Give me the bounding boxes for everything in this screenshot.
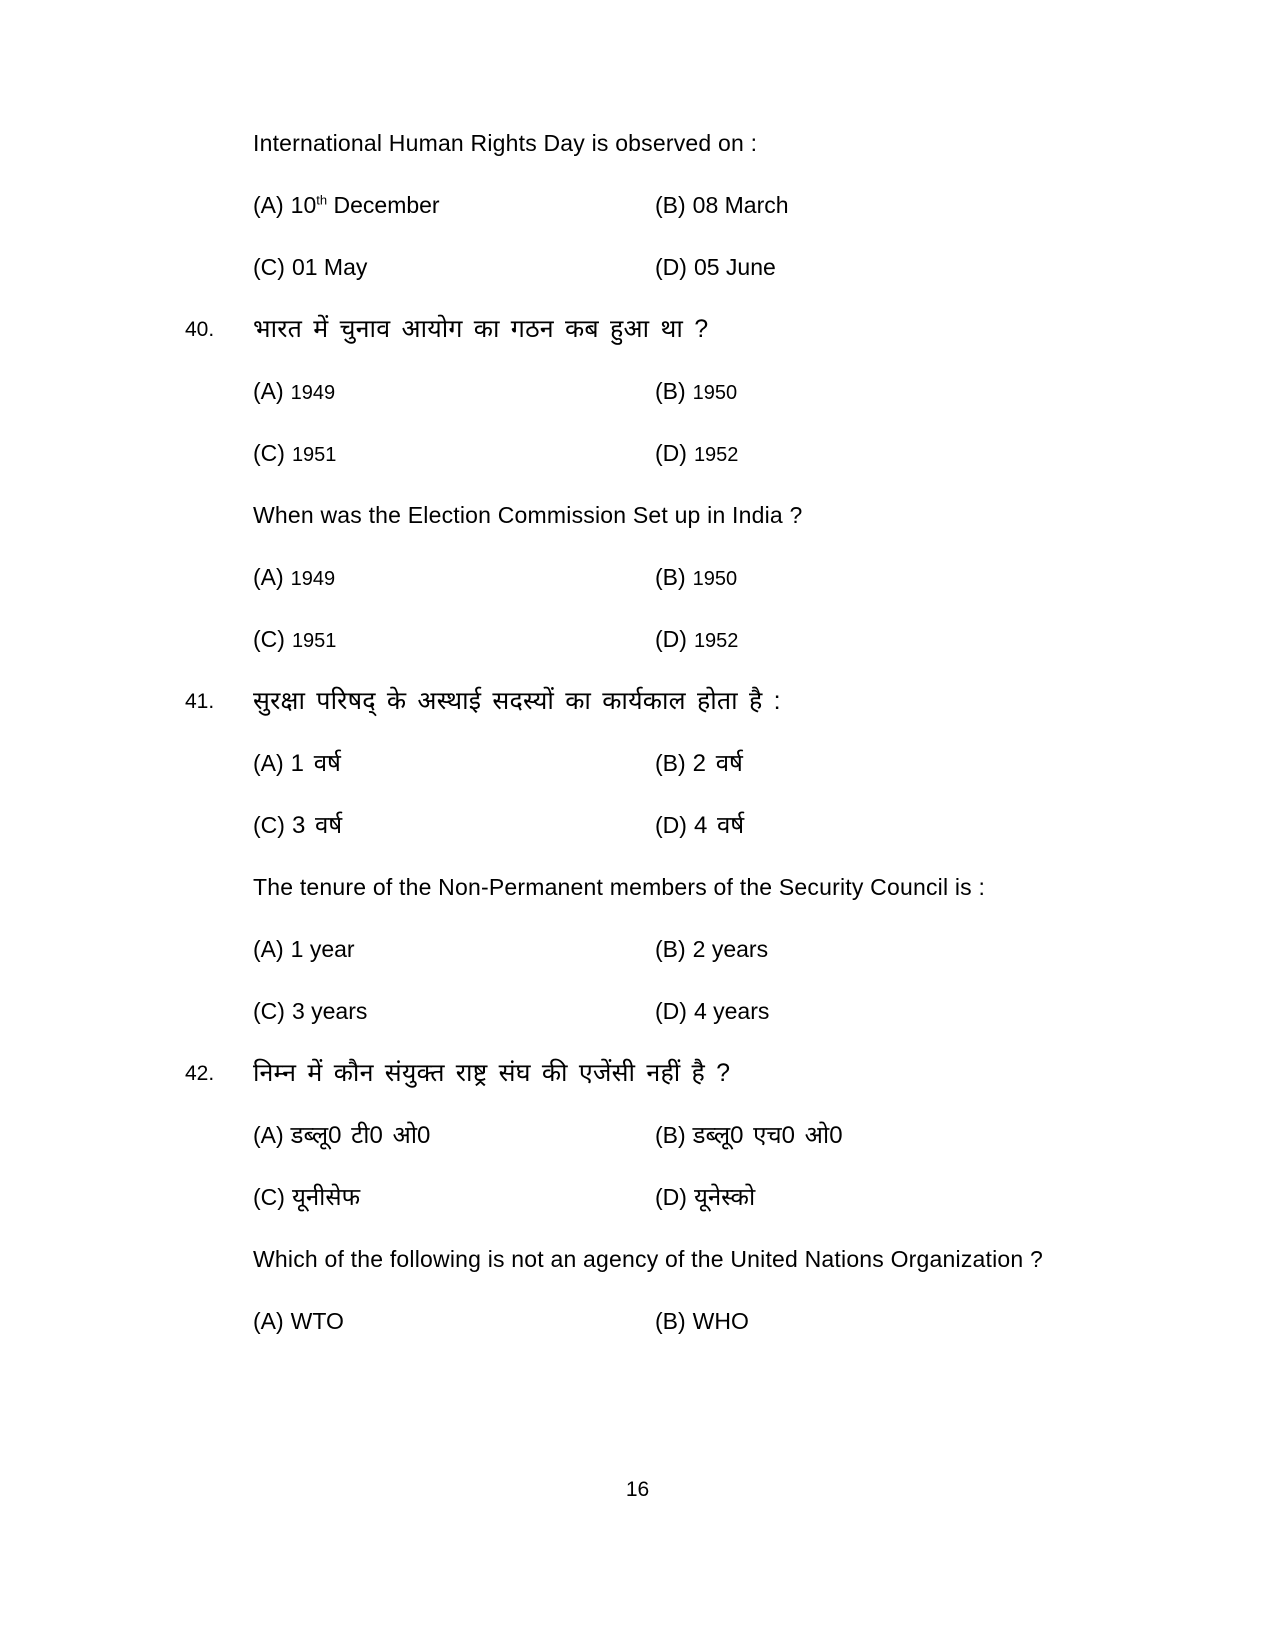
options-row <box>253 360 1090 422</box>
option-text-base: 10 <box>290 192 317 218</box>
option-c <box>253 608 655 670</box>
option-label: (C) <box>253 998 285 1024</box>
option-label: (A) <box>253 1122 284 1148</box>
option-d <box>655 422 738 484</box>
options-row <box>253 980 1090 1042</box>
options-row <box>253 422 1090 484</box>
option-text: 05 June <box>693 254 776 280</box>
option-label: (D) <box>655 998 687 1024</box>
question-text: International Human Rights Day is observed on : <box>253 130 758 156</box>
questions-area <box>185 112 1090 1352</box>
options-row <box>253 608 1090 670</box>
option-d <box>655 980 769 1042</box>
option-label: (C) <box>253 626 285 652</box>
option-label: (B) <box>655 1308 686 1334</box>
option-text: 4 years <box>693 998 770 1024</box>
option-b <box>655 546 737 608</box>
option-text: 01 May <box>291 254 368 280</box>
option-c <box>253 422 655 484</box>
options-row <box>253 794 1090 856</box>
option-text <box>291 192 440 218</box>
option-text: यूनीसेफ <box>291 1184 361 1211</box>
option-text: 1950 <box>692 382 738 404</box>
option-label: (C) <box>253 440 285 466</box>
option-text: 1 year <box>290 936 355 962</box>
question-block <box>185 298 1090 484</box>
option-text: 1949 <box>290 382 336 404</box>
option-b <box>655 918 768 980</box>
option-a <box>253 360 655 422</box>
option-text: 1952 <box>693 630 739 652</box>
option-label: (D) <box>655 254 687 280</box>
option-b <box>655 1290 749 1352</box>
option-b <box>655 732 743 794</box>
option-label: (A) <box>253 564 284 590</box>
options-row <box>253 236 1090 298</box>
option-text: 2 वर्ष <box>692 750 743 777</box>
question-block <box>253 484 1090 670</box>
page-number: 16 <box>625 1478 650 1501</box>
question-text: The tenure of the Non-Permanent members of the Security Council is : <box>253 874 986 900</box>
option-a <box>253 918 655 980</box>
option-label: (A) <box>253 192 284 218</box>
option-text: 2 years <box>692 936 769 962</box>
question-block <box>253 856 1090 1042</box>
options-row <box>253 174 1090 236</box>
option-c <box>253 794 655 856</box>
option-text: 08 March <box>692 192 789 218</box>
options-row <box>253 546 1090 608</box>
option-b <box>655 1104 843 1166</box>
option-text: 4 वर्ष <box>693 812 745 839</box>
option-a <box>253 546 655 608</box>
question-text: When was the Election Commission Set up in India ? <box>253 502 803 528</box>
option-label: (B) <box>655 1122 686 1148</box>
options-row <box>253 918 1090 980</box>
option-label: (A) <box>253 750 284 776</box>
option-a <box>253 732 655 794</box>
option-c <box>253 236 655 298</box>
option-label: (D) <box>655 812 687 838</box>
question-text: निम्न में कौन संयुक्त राष्ट्र संघ की एजेंसी नहीं है ? <box>253 1059 731 1087</box>
option-label: (A) <box>253 378 284 404</box>
options-row <box>253 1166 1090 1228</box>
question-number: 40. <box>185 318 215 341</box>
option-d <box>655 236 776 298</box>
option-label: (B) <box>655 564 686 590</box>
option-label: (A) <box>253 936 284 962</box>
option-a <box>253 174 655 236</box>
option-text: 1 वर्ष <box>290 750 341 777</box>
options-row <box>253 1290 1090 1352</box>
options-row <box>253 732 1090 794</box>
option-text: 3 वर्ष <box>291 812 343 839</box>
option-text: 1949 <box>290 568 336 590</box>
option-text: यूनेस्को <box>693 1184 756 1211</box>
option-label: (B) <box>655 750 686 776</box>
option-label: (C) <box>253 812 285 838</box>
option-label: (C) <box>253 254 285 280</box>
option-label: (D) <box>655 440 687 466</box>
option-c <box>253 980 655 1042</box>
question-number: 41. <box>185 690 215 713</box>
option-text-superscript: th <box>316 192 328 208</box>
option-d <box>655 608 738 670</box>
question-block <box>185 1042 1090 1228</box>
option-text: डब्लू0 एच0 ओ0 <box>692 1122 843 1149</box>
question-number: 42. <box>185 1062 215 1085</box>
option-d <box>655 794 744 856</box>
question-text: Which of the following is not an agency of the United Nations Organization ? <box>253 1246 1043 1272</box>
option-a <box>253 1104 655 1166</box>
option-label: (B) <box>655 378 686 404</box>
option-a <box>253 1290 655 1352</box>
question-block <box>253 112 1090 298</box>
option-c <box>253 1166 655 1228</box>
question-block <box>253 1228 1090 1352</box>
option-b <box>655 174 789 236</box>
option-text: डब्लू0 टी0 ओ0 <box>290 1122 431 1149</box>
option-b <box>655 360 737 422</box>
option-text: 1951 <box>291 444 337 466</box>
option-label: (D) <box>655 1184 687 1210</box>
question-block <box>185 670 1090 856</box>
option-text: 1951 <box>291 630 337 652</box>
option-d <box>655 1166 755 1228</box>
option-label: (B) <box>655 192 686 218</box>
question-text: भारत में चुनाव आयोग का गठन कब हुआ था ? <box>253 315 709 343</box>
option-text: 1952 <box>693 444 739 466</box>
option-label: (D) <box>655 626 687 652</box>
option-text-rest: December <box>327 192 440 218</box>
option-text: WHO <box>692 1308 749 1334</box>
options-row <box>253 1104 1090 1166</box>
question-text: सुरक्षा परिषद् के अस्थाई सदस्यों का कार्यकाल होता है : <box>253 687 781 715</box>
option-label: (C) <box>253 1184 285 1210</box>
option-label: (A) <box>253 1308 284 1334</box>
option-label: (B) <box>655 936 686 962</box>
option-text: WTO <box>290 1308 344 1334</box>
option-text: 3 years <box>291 998 368 1024</box>
option-text: 1950 <box>692 568 738 590</box>
